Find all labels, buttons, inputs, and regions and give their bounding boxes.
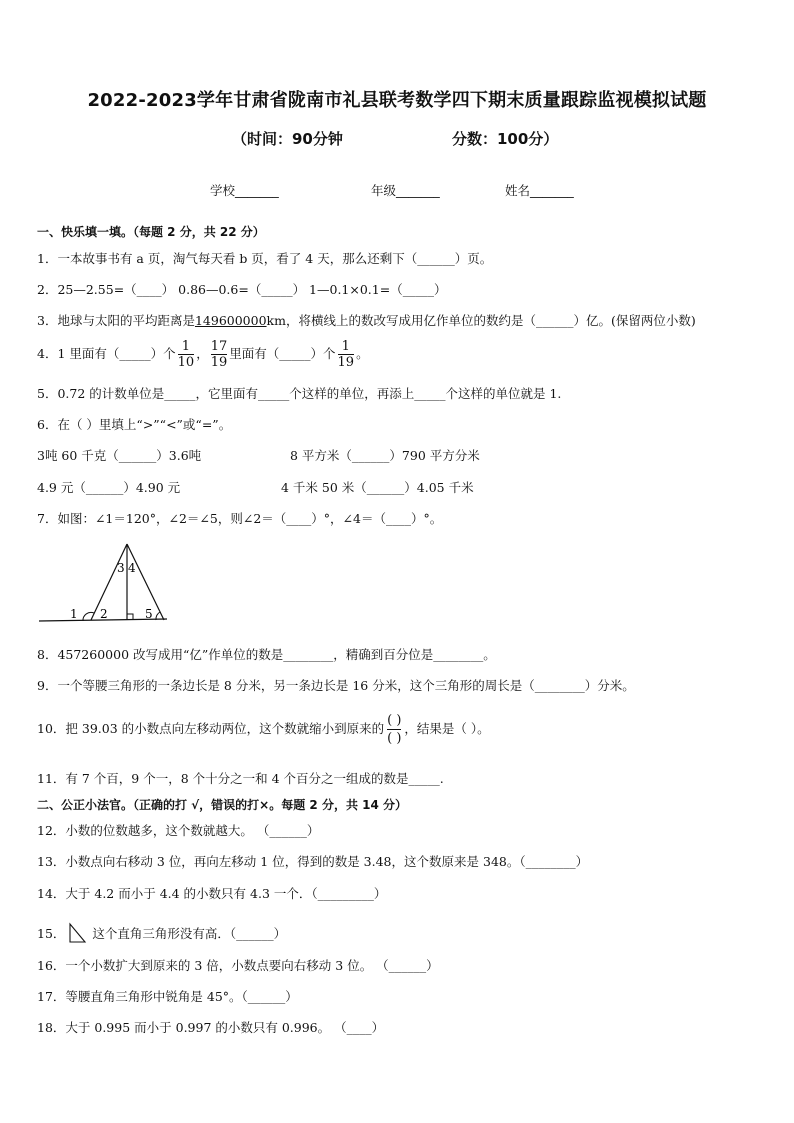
question-4-a: 4．1 里面有（_____）个 xyxy=(37,346,176,361)
question-17: 17．等腰直角三角形中锐角是 45°。（______） xyxy=(37,989,298,1004)
question-1: 1．一本故事书有 a 页，淘气每天看 b 页，看了 4 天，那么还剩下（______）页。 xyxy=(37,251,493,266)
question-12: 12．小数的位数越多，这个数就越大。 （______） xyxy=(37,823,320,838)
question-5: 5．0.72 的计数单位是_____，它里面有_____个这样的单位，再添上_____个这样的单位就是 1. xyxy=(37,386,562,401)
question-9: 9．一个等腰三角形的一条边长是 8 分米，另一条边长是 16 分米，这个三角形的周长是（________）分米。 xyxy=(37,678,635,693)
question-16: 16．一个小数扩大到原来的 3 倍，小数点要向右移动 3 位。 （______） xyxy=(37,958,439,973)
grade-field: 年级_______ xyxy=(371,183,440,198)
question-6-b: 8 平方米（______）790 平方分米 xyxy=(290,448,480,463)
question-11: 11．有 7 个百，9 个一，8 个十分之一和 4 个百分之一组成的数是_____. xyxy=(37,771,444,786)
question-3 xyxy=(37,313,696,329)
question-3-number: 149600000 xyxy=(194,313,267,328)
label-angle-4: 4 xyxy=(128,561,136,575)
time-limit: （时间：90分钟 xyxy=(232,130,343,148)
question-2: 2．25—2.55=（____） 0.86—0.6=（_____） 1—0.1×0.1=（_____） xyxy=(37,282,447,297)
blank-fraction xyxy=(387,712,401,747)
question-4 xyxy=(37,339,369,370)
fraction-numerator: 1 xyxy=(341,339,350,354)
question-3-pre: 3．地球与太阳的平均距离是 xyxy=(37,313,195,328)
right-triangle-icon xyxy=(67,922,89,944)
question-18: 18．大于 0.995 而小于 0.997 的小数只有 0.996。 （____） xyxy=(37,1020,385,1035)
label-angle-2: 2 xyxy=(100,607,108,621)
section2-title: 二、公正小法官。（正确的打 √，错误的打×。每题 2 分，共 14 分） xyxy=(37,798,407,812)
fraction-denominator: 10 xyxy=(177,355,195,370)
question-13: 13．小数点向右移动 3 位，再向左移动 1 位，得到的数是 3.48，这个数原来是 348。（________） xyxy=(37,854,589,869)
question-14: 14．大于 4.2 而小于 4.4 的小数只有 4.3 一个．（_________） xyxy=(37,886,387,901)
exam-title: 2022-2023学年甘肃省陇南市礼县联考数学四下期末质量跟踪监视模拟试题 xyxy=(87,90,707,111)
question-8: 8．457260000 改写成用“亿”作单位的数是________，精确到百分位是________。 xyxy=(37,647,496,662)
question-10-pre: 10．把 39.03 的小数点向左移动两位，这个数就缩小到原来的 xyxy=(37,721,385,736)
question-7: 7．如图：∠1＝120°，∠2＝∠5，则∠2＝（____）°，∠4＝（____）°。 xyxy=(37,511,443,526)
question-4-end: 。 xyxy=(356,346,369,361)
question-10 xyxy=(37,712,490,747)
triangle-left-side xyxy=(91,544,127,620)
section1-title: 一、快乐填一填。（每题 2 分，共 22 分） xyxy=(37,225,265,239)
fraction-denominator: 19 xyxy=(210,355,228,370)
name-field: 姓名_______ xyxy=(505,183,574,198)
question-6-a: 3吨 60 千克（______）3.6吨 xyxy=(37,448,202,463)
question-15-number: 15． xyxy=(37,926,66,941)
fraction-denominator: 19 xyxy=(337,355,355,370)
fraction-1-19 xyxy=(338,339,355,370)
question-6-d: 4 千米 50 米（______）4.05 千米 xyxy=(281,480,474,495)
question-4-b: 里面有（_____）个 xyxy=(229,346,336,361)
triangle-angle-figure xyxy=(37,538,177,628)
question-3-post: km，将横线上的数改写成用亿作单位的数约是（______）亿。(保留两位小数) xyxy=(266,313,696,328)
fraction-17-19 xyxy=(211,339,228,370)
fraction-1-10 xyxy=(178,339,195,370)
fraction-numerator: ( ) xyxy=(387,713,402,728)
fraction-numerator: 1 xyxy=(181,339,191,354)
school-field: 学校_______ xyxy=(210,183,279,198)
label-angle-5: 5 xyxy=(145,607,153,621)
question-4-comma: ， xyxy=(196,346,209,361)
question-15-text: 这个直角三角形没有高．（______） xyxy=(92,926,287,941)
question-10-post: ，结果是（ ）。 xyxy=(404,721,490,736)
fraction-denominator: ( ) xyxy=(387,731,402,746)
label-angle-3: 3 xyxy=(117,561,125,575)
question-6-c: 4.9 元（______）4.90 元 xyxy=(37,480,181,495)
total-score: 分数：100分） xyxy=(452,130,559,148)
question-6: 6．在（ ）里填上“>”“<”或“=”。 xyxy=(37,417,232,432)
label-angle-1: 1 xyxy=(70,607,78,621)
question-15 xyxy=(37,922,286,944)
fraction-numerator: 17 xyxy=(210,339,228,354)
